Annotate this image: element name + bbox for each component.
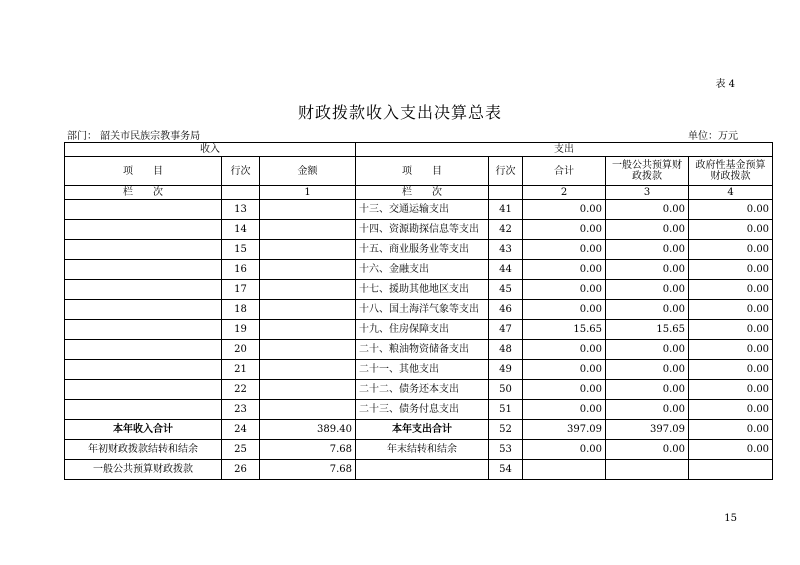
group-header-row — [65, 143, 773, 157]
expense-row-no-cell: 50 — [489, 380, 523, 400]
income-amount-cell — [260, 320, 356, 340]
index-expense-label: 栏 次 — [356, 186, 489, 200]
expense-row-no-cell: 52 — [489, 420, 523, 440]
total-cell: 0.00 — [523, 380, 606, 400]
income-row-no-cell: 23 — [222, 400, 260, 420]
expense-item-cell: 十三、交通运输支出 — [356, 200, 489, 220]
income-item-cell: 年初财政拨款结转和结余 — [65, 440, 222, 460]
expense-row-no-cell: 49 — [489, 360, 523, 380]
gov-fund-cell: 0.00 — [689, 400, 773, 420]
income-item-cell: 一般公共预算财政拨款 — [65, 460, 222, 480]
gov-fund-cell: 0.00 — [689, 260, 773, 280]
total-cell: 0.00 — [523, 360, 606, 380]
total-cell: 0.00 — [523, 440, 606, 460]
table-row — [65, 300, 773, 320]
expense-item-cell: 十七、援助其他地区支出 — [356, 280, 489, 300]
total-cell: 0.00 — [523, 260, 606, 280]
total-cell: 15.65 — [523, 320, 606, 340]
expense-row-no-cell: 54 — [489, 460, 523, 480]
index-general-col: 3 — [606, 186, 689, 200]
general-budget-cell: 0.00 — [606, 240, 689, 260]
expense-item-cell — [356, 460, 489, 480]
income-amount-cell — [260, 200, 356, 220]
income-row-no-cell: 15 — [222, 240, 260, 260]
income-row-no-cell: 17 — [222, 280, 260, 300]
income-item-cell — [65, 340, 222, 360]
expense-row-no-cell: 53 — [489, 440, 523, 460]
table-row — [65, 340, 773, 360]
gov-fund-cell: 0.00 — [689, 300, 773, 320]
expense-row-no-cell: 46 — [489, 300, 523, 320]
expense-item-cell: 二十一、其他支出 — [356, 360, 489, 380]
expense-row-no-cell: 43 — [489, 240, 523, 260]
income-amount-cell — [260, 400, 356, 420]
index-expense-row-no — [489, 186, 523, 200]
expense-row-no-cell: 42 — [489, 220, 523, 240]
general-budget-cell: 15.65 — [606, 320, 689, 340]
income-amount-cell — [260, 300, 356, 320]
total-cell: 0.00 — [523, 200, 606, 220]
col-header-gov-fund: 政府性基金预算财政拨款 — [689, 157, 773, 186]
general-budget-cell: 0.00 — [606, 400, 689, 420]
col-header-row-no: 行次 — [222, 157, 260, 186]
expense-item-cell: 十九、住房保障支出 — [356, 320, 489, 340]
expense-row-no-cell: 45 — [489, 280, 523, 300]
table-row — [65, 280, 773, 300]
general-budget-cell — [606, 460, 689, 480]
col-header-general-budget: 一般公共预算财政拨款 — [606, 157, 689, 186]
gov-fund-cell: 0.00 — [689, 200, 773, 220]
total-cell — [523, 460, 606, 480]
table-row — [65, 360, 773, 380]
income-amount-cell — [260, 260, 356, 280]
income-amount-cell — [260, 380, 356, 400]
index-row-no — [222, 186, 260, 200]
income-amount-cell — [260, 280, 356, 300]
income-item-cell: 本年收入合计 — [65, 420, 222, 440]
expense-group-header: 支出 — [356, 143, 773, 157]
income-item-cell — [65, 220, 222, 240]
expense-row-no-cell: 51 — [489, 400, 523, 420]
general-budget-cell: 0.00 — [606, 380, 689, 400]
income-item-cell — [65, 360, 222, 380]
income-row-no-cell: 13 — [222, 200, 260, 220]
general-budget-cell: 0.00 — [606, 260, 689, 280]
unit-label: 单位：万元 — [688, 131, 738, 142]
index-row — [65, 186, 773, 200]
income-row-no-cell: 26 — [222, 460, 260, 480]
income-amount-cell: 389.40 — [260, 420, 356, 440]
budget-summary-table — [64, 142, 773, 480]
expense-row-no-cell: 47 — [489, 320, 523, 340]
income-item-cell — [65, 300, 222, 320]
income-row-no-cell: 16 — [222, 260, 260, 280]
gov-fund-cell: 0.00 — [689, 420, 773, 440]
table-row — [65, 200, 773, 220]
table-row — [65, 320, 773, 340]
income-amount-cell — [260, 220, 356, 240]
income-amount-cell — [260, 240, 356, 260]
table-row — [65, 220, 773, 240]
summary-row — [65, 440, 773, 460]
table-row — [65, 400, 773, 420]
col-header-amount: 金额 — [260, 157, 356, 186]
gov-fund-cell: 0.00 — [689, 440, 773, 460]
income-item-cell — [65, 380, 222, 400]
col-header-expense-item: 项 目 — [356, 157, 489, 186]
income-item-cell — [65, 200, 222, 220]
income-row-no-cell: 14 — [222, 220, 260, 240]
table-number: 表 4 — [715, 79, 735, 90]
gov-fund-cell: 0.00 — [689, 220, 773, 240]
expense-item-cell: 年末结转和结余 — [356, 440, 489, 460]
gov-fund-cell: 0.00 — [689, 340, 773, 360]
total-cell: 0.00 — [523, 240, 606, 260]
col-header-expense-row-no: 行次 — [489, 157, 523, 186]
total-cell: 0.00 — [523, 300, 606, 320]
index-fund-col: 4 — [689, 186, 773, 200]
income-row-no-cell: 21 — [222, 360, 260, 380]
table-row — [65, 240, 773, 260]
summary-row — [65, 420, 773, 440]
column-header-row — [65, 157, 773, 186]
gov-fund-cell: 0.00 — [689, 240, 773, 260]
income-row-no-cell: 25 — [222, 440, 260, 460]
expense-item-cell: 二十三、债务付息支出 — [356, 400, 489, 420]
general-budget-cell: 0.00 — [606, 220, 689, 240]
expense-row-no-cell: 44 — [489, 260, 523, 280]
page-number: 15 — [724, 513, 737, 524]
expense-row-no-cell: 41 — [489, 200, 523, 220]
income-item-cell — [65, 260, 222, 280]
income-row-no-cell: 20 — [222, 340, 260, 360]
gov-fund-cell — [689, 460, 773, 480]
index-label: 栏 次 — [65, 186, 222, 200]
expense-item-cell: 本年支出合计 — [356, 420, 489, 440]
expense-item-cell: 十四、资源勘探信息等支出 — [356, 220, 489, 240]
total-cell: 0.00 — [523, 340, 606, 360]
department-label: 部门： 韶关市民族宗教事务局 — [67, 131, 201, 142]
general-budget-cell: 0.00 — [606, 440, 689, 460]
gov-fund-cell: 0.00 — [689, 280, 773, 300]
total-cell: 0.00 — [523, 220, 606, 240]
summary-row — [65, 460, 773, 480]
index-total-col: 2 — [523, 186, 606, 200]
income-row-no-cell: 18 — [222, 300, 260, 320]
general-budget-cell: 0.00 — [606, 360, 689, 380]
income-amount-cell: 7.68 — [260, 440, 356, 460]
expense-item-cell: 二十、粮油物资储备支出 — [356, 340, 489, 360]
general-budget-cell: 0.00 — [606, 280, 689, 300]
income-item-cell — [65, 400, 222, 420]
general-budget-cell: 0.00 — [606, 300, 689, 320]
income-amount-cell — [260, 340, 356, 360]
expense-row-no-cell: 48 — [489, 340, 523, 360]
expense-item-cell: 十六、金融支出 — [356, 260, 489, 280]
general-budget-cell: 0.00 — [606, 340, 689, 360]
income-group-header: 收入 — [65, 143, 356, 157]
expense-item-cell: 十五、商业服务业等支出 — [356, 240, 489, 260]
col-header-item: 项 目 — [65, 157, 222, 186]
general-budget-cell: 397.09 — [606, 420, 689, 440]
income-item-cell — [65, 280, 222, 300]
income-row-no-cell: 19 — [222, 320, 260, 340]
page-title: 财政拨款收入支出决算总表 — [297, 103, 502, 122]
income-amount-cell — [260, 360, 356, 380]
index-amount-col: 1 — [260, 186, 356, 200]
income-item-cell — [65, 240, 222, 260]
gov-fund-cell: 0.00 — [689, 320, 773, 340]
gov-fund-cell: 0.00 — [689, 380, 773, 400]
expense-item-cell: 十八、国土海洋气象等支出 — [356, 300, 489, 320]
income-row-no-cell: 22 — [222, 380, 260, 400]
total-cell: 0.00 — [523, 280, 606, 300]
general-budget-cell: 0.00 — [606, 200, 689, 220]
gov-fund-cell: 0.00 — [689, 360, 773, 380]
total-cell: 0.00 — [523, 400, 606, 420]
table-row — [65, 380, 773, 400]
income-row-no-cell: 24 — [222, 420, 260, 440]
table-row — [65, 260, 773, 280]
income-amount-cell: 7.68 — [260, 460, 356, 480]
expense-item-cell: 二十二、债务还本支出 — [356, 380, 489, 400]
income-item-cell — [65, 320, 222, 340]
total-cell: 397.09 — [523, 420, 606, 440]
col-header-total: 合计 — [523, 157, 606, 186]
